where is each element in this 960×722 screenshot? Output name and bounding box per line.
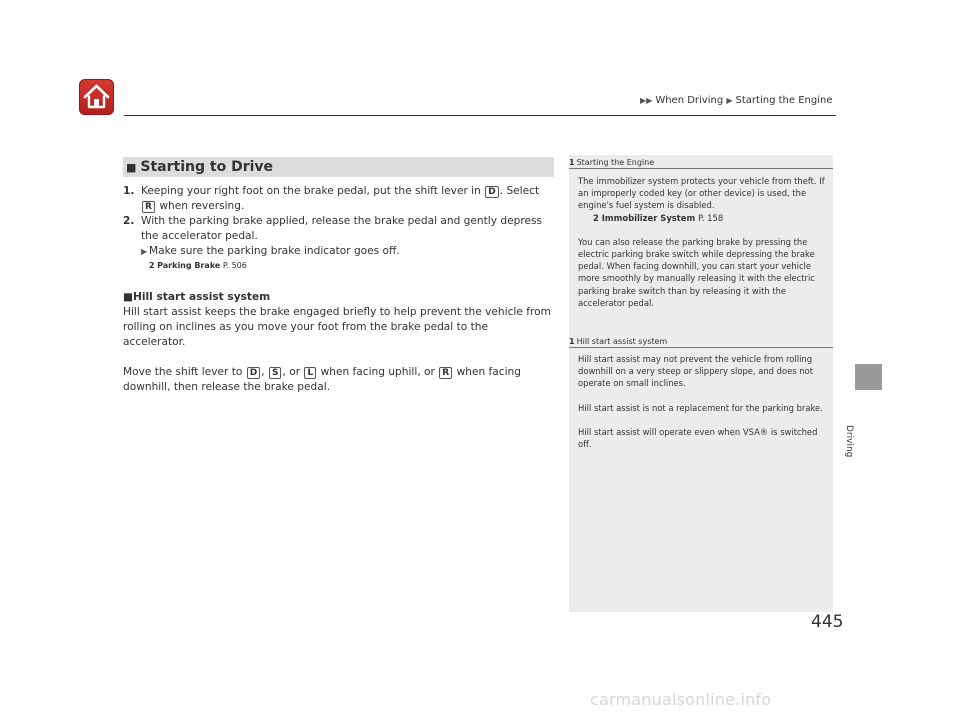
note-paragraph: Hill start assist is not a replacement for the parking brake. [578,402,823,413]
note-title-text: Hill start assist system [576,337,668,346]
breadcrumb-arrow-icon: ▶▶ [640,96,653,105]
note-marker-icon: 1 [569,158,575,167]
chapter-tab-marker[interactable] [855,364,882,390]
note-title-text: Starting the Engine [576,158,655,167]
note-paragraph: You can also release the parking brake by pressing the electric parking brake switch while depressing the brake pedal. When facing downhill, you can start your vehicle more smoothly by manually releasing it with the electric parking brake switch than by releasing it with the accelerator pedal. [578,236,815,308]
shift-key-r: R [439,367,452,379]
xref-marker-icon: 2 [149,261,155,270]
breadcrumb [640,95,832,106]
xref-label: Parking Brake [157,261,221,270]
header-divider [124,115,836,116]
step-text: With the parking brake applied, release the brake pedal and gently depress the accelerator pedal. [141,215,543,242]
xref-page: P. 158 [698,212,724,223]
square-bullet-icon: ■ [126,161,137,174]
square-bullet-icon: ■ [123,291,134,303]
substep-arrow-icon: ▶ [141,247,148,256]
shift-key-s: S [269,367,281,379]
step-text: Keeping your right foot on the brake pedal, put the shift lever in [141,185,481,197]
note-paragraph: The immobilizer system protects your vehicle from theft. If an improperly coded key (or other device) is used, the engine's fuel system is disabled. [578,176,825,211]
step-number: 1. [123,185,135,197]
hill-start-heading-text: Hill start assist system [133,291,271,303]
hill-start-para-1: Hill start assist keeps the brake engaged briefly to help prevent the vehicle from rolling on inclines as you move your foot from the brake pedal to the accelerator. [123,306,551,348]
breadcrumb-arrow-icon: ▶ [726,96,733,105]
shift-key-d: D [247,367,260,379]
note-marker-icon: 1 [569,337,575,346]
watermark: carmanualsonline.info [590,690,772,709]
cross-reference-immobilizer[interactable] [578,212,828,224]
para-text: , or [282,366,301,378]
xref-marker-icon: 2 [593,212,599,223]
breadcrumb-item[interactable]: When Driving [655,95,724,106]
step-1 [123,184,553,214]
step-text: . Select [499,185,540,197]
step-2 [123,214,553,244]
main-content [123,184,553,395]
breadcrumb-item[interactable]: Starting the Engine [735,95,833,106]
xref-label: Immobilizer System [601,212,696,223]
hill-start-heading [123,290,553,305]
step-2-substep [123,244,553,259]
section-title: Starting to Drive [140,159,274,175]
shift-key-l: L [304,367,316,379]
home-icon [82,83,111,111]
shift-key-r: R [142,201,155,213]
cross-reference-parking-brake[interactable] [123,259,553,272]
hill-start-para-2 [123,365,553,395]
note-body-starting-engine [578,175,828,309]
para-text: when facing uphill, or [320,366,435,378]
step-number: 2. [123,215,135,227]
para-text: Move the shift lever to [123,366,243,378]
section-heading [123,157,554,177]
note-title-starting-engine [569,158,833,169]
home-button[interactable] [79,79,114,115]
shift-key-d: D [485,186,498,198]
substep-text: Make sure the parking brake indicator goes off. [149,245,400,257]
xref-page: P. 506 [222,261,247,270]
notes-sidebar [569,155,833,612]
note-paragraph: Hill start assist will operate even when VSA® is switched off. [578,426,818,450]
page-number: 445 [811,612,844,632]
note-body-hill-start [578,353,828,450]
note-title-hill-start [569,337,833,348]
step-text: when reversing. [159,200,245,212]
note-paragraph: Hill start assist may not prevent the vehicle from rolling downhill on a very steep or slippery slope, and does not operate on small inclines. [578,354,813,389]
para-text: when facing downhill, then release the brake pedal. [123,366,521,393]
chapter-tab-label: Driving [844,425,854,458]
para-text: , [261,366,265,378]
